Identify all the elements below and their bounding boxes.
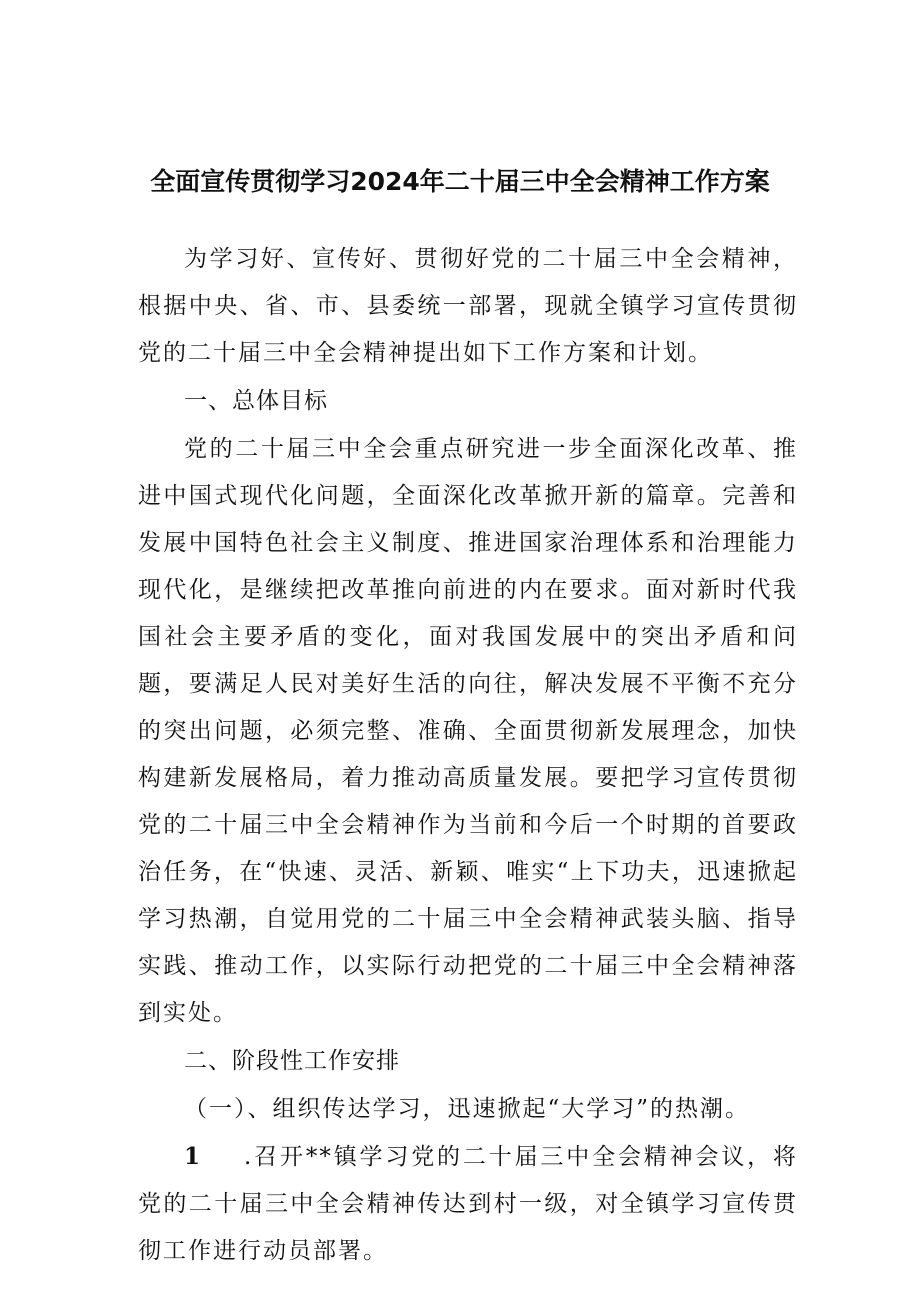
list-item-1 bbox=[138, 1133, 798, 1275]
section-heading-overall-goal: 一、总体目标 bbox=[184, 388, 328, 414]
section-paragraph-overall-goal: 党的二十届三中全会重点研究进一步全面深化改革、推进中国式现代化问题，全面深化改革掀开新的篇章。完善和发展中国特色社会主义制度、推进国家治理体系和治理能力现代化，是继续把改革推向前进的内在要求。面对新时代我国社会主要矛盾的变化，面对我国发展中的突出矛盾和问题，要满足人民对美好生活的向往，解决发展不平衡不充分的突出问题，必须完整、准确、全面贯彻新发展理念，加快构建新发展格局，着力推动高质量发展。要把学习宣传贯彻党的二十届三中全会精神作为当前和今后一个时期的首要政治任务，在“快速、灵活、新颖、唯实“上下功夫，迅速掀起学习热潮，自觉用党的二十届三中全会精神武装头脑、指导实践、推动工作，以实际行动把党的二十届三中全会精神落到实处。 bbox=[138, 436, 798, 1026]
document-title: 全面宣传贯彻学习2024年二十届三中全会精神工作方案 bbox=[150, 167, 770, 196]
section-heading-phase-arrangement: 二、阶段性工作安排 bbox=[184, 1048, 400, 1074]
list-item-text: .召开**镇学习党的二十届三中全会精神会议，将党的二十届三中全会精神传达到村一级，对全镇学习宣传贯彻工作进行动员部署。 bbox=[138, 1144, 798, 1264]
intro-paragraph: 为学习好、宣传好、贯彻好党的二十届三中全会精神，根据中央、省、市、县委统一部署，现就全镇学习宣传贯彻党的二十届三中全会精神提出如下工作方案和计划。 bbox=[138, 246, 798, 366]
list-item-number: 1 bbox=[184, 1143, 201, 1170]
document-body bbox=[138, 236, 798, 1275]
subsection-heading-organize-study: （一）、组织传达学习，迅速掀起“大学习”的热潮。 bbox=[184, 1096, 751, 1122]
